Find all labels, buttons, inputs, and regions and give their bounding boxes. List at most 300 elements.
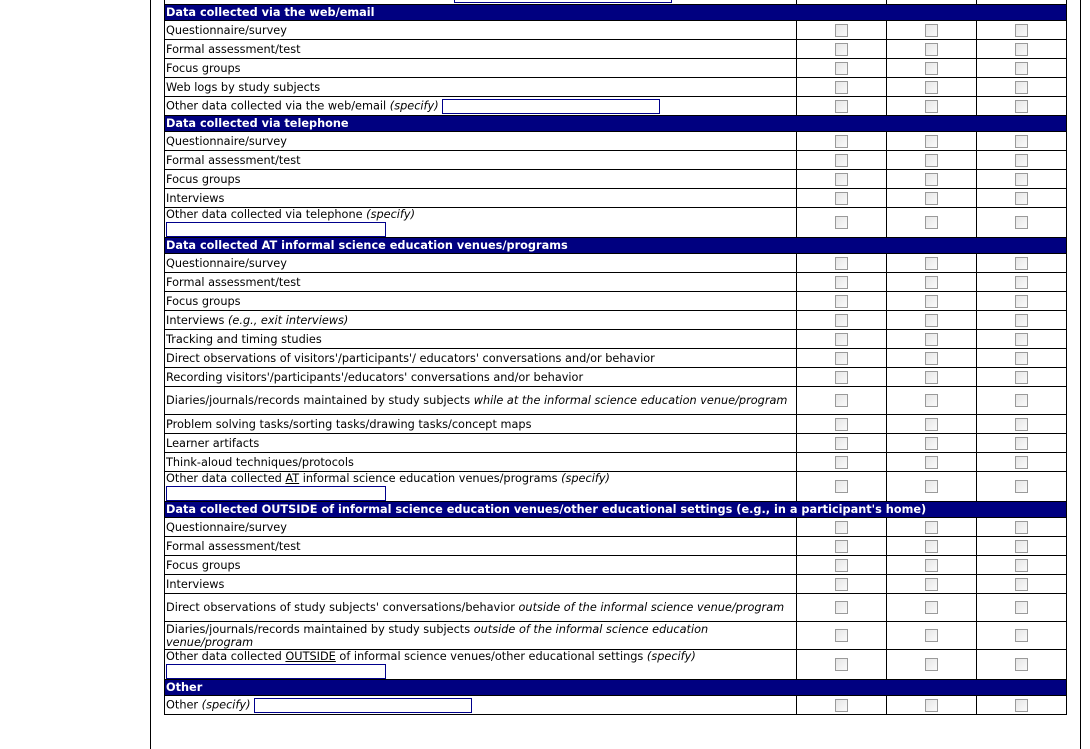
section-header <box>165 502 1067 518</box>
checkbox[interactable] <box>1015 333 1028 346</box>
checkbox[interactable] <box>1015 699 1028 712</box>
label-text: Formal assessment/test <box>166 153 301 167</box>
checkbox-cell <box>887 594 977 622</box>
checkbox[interactable] <box>1015 540 1028 553</box>
table-row <box>165 97 1067 116</box>
section-title: Data collected via the web/email <box>165 5 1067 21</box>
checkbox-cell <box>887 151 977 170</box>
row-label <box>165 556 797 575</box>
label-text: Focus groups <box>166 172 241 186</box>
row-label <box>165 97 797 116</box>
checkbox-cell <box>797 170 887 189</box>
checkbox[interactable] <box>1015 154 1028 167</box>
checkbox[interactable] <box>1015 135 1028 148</box>
label-text: Tracking and timing studies <box>166 332 322 346</box>
checkbox[interactable] <box>1015 216 1028 229</box>
checkbox-cell <box>977 434 1067 453</box>
checkbox[interactable] <box>1015 100 1028 113</box>
checkbox[interactable] <box>835 135 848 148</box>
checkbox[interactable] <box>835 456 848 469</box>
checkbox-cell <box>977 650 1067 680</box>
label-text: Questionnaire/survey <box>166 134 287 148</box>
checkbox[interactable] <box>1015 314 1028 327</box>
row-label <box>165 170 797 189</box>
checkbox-cell <box>797 696 887 715</box>
checkbox[interactable] <box>835 314 848 327</box>
label-text: Formal assessment/test <box>166 539 301 553</box>
checkbox-cell <box>977 97 1067 116</box>
checkbox-cell <box>797 292 887 311</box>
page-left-border <box>150 0 151 749</box>
checkbox[interactable] <box>835 371 848 384</box>
checkbox-cell <box>977 151 1067 170</box>
checkbox[interactable] <box>925 43 938 56</box>
table-row <box>165 21 1067 40</box>
checkbox-cell <box>797 208 887 238</box>
checkbox-cell <box>977 189 1067 208</box>
checkbox-cell <box>887 273 977 292</box>
checkbox-cell <box>797 311 887 330</box>
checkbox[interactable] <box>1015 81 1028 94</box>
label-text: Diaries/journals/records maintained by study subjects <box>166 622 474 636</box>
checkbox[interactable] <box>1015 480 1028 493</box>
checkbox-cell <box>977 453 1067 472</box>
checkbox[interactable] <box>925 352 938 365</box>
checkbox-cell <box>797 387 887 415</box>
checkbox[interactable] <box>925 578 938 591</box>
label-text: Interviews <box>166 191 225 205</box>
checkbox[interactable] <box>835 192 848 205</box>
checkbox-cell <box>797 349 887 368</box>
checkbox-cell <box>887 575 977 594</box>
table-row <box>165 78 1067 97</box>
specify-input[interactable] <box>166 222 386 237</box>
checkbox-cell <box>797 650 887 680</box>
label-text: Diaries/journals/records maintained by study subjects <box>166 394 474 407</box>
row-label <box>165 434 797 453</box>
checkbox[interactable] <box>835 24 848 37</box>
section-header <box>165 238 1067 254</box>
checkbox-cell <box>797 453 887 472</box>
checkbox-cell <box>887 622 977 650</box>
checkbox[interactable] <box>835 699 848 712</box>
checkbox-cell <box>797 132 887 151</box>
section-header <box>165 680 1067 696</box>
checkbox-cell <box>977 387 1067 415</box>
checkbox[interactable] <box>1015 257 1028 270</box>
label-text: Web logs by study subjects <box>166 80 321 94</box>
specify-input[interactable] <box>166 486 386 501</box>
checkbox[interactable] <box>925 173 938 186</box>
checkbox[interactable] <box>925 257 938 270</box>
checkbox[interactable] <box>925 135 938 148</box>
checkbox[interactable] <box>925 629 938 642</box>
label-text: Questionnaire/survey <box>166 256 287 270</box>
table-row <box>165 208 1067 238</box>
checkbox-cell <box>797 40 887 59</box>
checkbox[interactable] <box>1015 456 1028 469</box>
checkbox-cell <box>977 132 1067 151</box>
table-row <box>165 151 1067 170</box>
checkbox-cell <box>887 208 977 238</box>
section-title: Data collected via telephone <box>165 116 1067 132</box>
section-title: Data collected AT informal science education venues/programs <box>165 238 1067 254</box>
row-label <box>165 387 797 415</box>
checkbox-cell <box>887 330 977 349</box>
checkbox-cell <box>887 472 977 502</box>
checkbox-cell <box>797 273 887 292</box>
label-text: (specify) <box>366 208 415 221</box>
checkbox-cell <box>887 434 977 453</box>
label-text: outside of the informal science education venue/program <box>166 622 709 649</box>
checkbox-cell <box>797 594 887 622</box>
checkbox[interactable] <box>835 257 848 270</box>
checkbox[interactable] <box>835 154 848 167</box>
checkbox[interactable] <box>835 216 848 229</box>
checkbox-cell <box>887 650 977 680</box>
checkbox[interactable] <box>1015 295 1028 308</box>
table-row <box>165 575 1067 594</box>
table-row <box>165 387 1067 415</box>
checkbox-cell <box>797 472 887 502</box>
label-text: OUTSIDE <box>285 650 336 663</box>
checkbox-cell <box>977 330 1067 349</box>
label-text: Think-aloud techniques/protocols <box>166 455 354 469</box>
checkbox[interactable] <box>1015 394 1028 407</box>
table-row <box>165 696 1067 715</box>
label-text: informal science education venues/programs <box>299 472 562 485</box>
checkbox[interactable] <box>925 456 938 469</box>
checkbox-cell <box>887 78 977 97</box>
checkbox-cell <box>887 292 977 311</box>
section-title: Data collected OUTSIDE of informal science education venues/other educational settings (e.g., in a participant's home) <box>165 502 1067 518</box>
row-label <box>165 273 797 292</box>
checkbox-cell <box>797 97 887 116</box>
checkbox-cell <box>887 368 977 387</box>
checkbox-cell <box>977 273 1067 292</box>
checkbox[interactable] <box>835 559 848 572</box>
checkbox-cell <box>887 21 977 40</box>
table-row <box>165 650 1067 680</box>
table-row <box>165 189 1067 208</box>
checkbox[interactable] <box>1015 371 1028 384</box>
table-row <box>165 254 1067 273</box>
checkbox[interactable] <box>925 100 938 113</box>
label-text: Interviews <box>166 577 225 591</box>
checkbox[interactable] <box>1015 173 1028 186</box>
checkbox[interactable] <box>835 578 848 591</box>
checkbox-cell <box>977 594 1067 622</box>
specify-input[interactable] <box>254 698 472 713</box>
checkbox-cell <box>797 59 887 78</box>
checkbox-cell <box>887 132 977 151</box>
checkbox[interactable] <box>1015 418 1028 431</box>
checkbox-cell <box>797 622 887 650</box>
label-text: Questionnaire/survey <box>166 23 287 37</box>
row-label <box>165 254 797 273</box>
table-row <box>165 434 1067 453</box>
checkbox[interactable] <box>835 276 848 289</box>
section-header <box>165 5 1067 21</box>
checkbox[interactable] <box>1015 62 1028 75</box>
checkbox[interactable] <box>925 601 938 614</box>
checkbox-cell <box>887 349 977 368</box>
table-row <box>165 349 1067 368</box>
checkbox-cell <box>797 368 887 387</box>
checkbox[interactable] <box>1015 352 1028 365</box>
checkbox[interactable] <box>925 62 938 75</box>
checkbox[interactable] <box>925 371 938 384</box>
checkbox-cell <box>797 434 887 453</box>
label-text: Focus groups <box>166 61 241 75</box>
checkbox[interactable] <box>925 333 938 346</box>
checkbox-cell <box>797 556 887 575</box>
checkbox-cell <box>977 170 1067 189</box>
label-text: Problem solving tasks/sorting tasks/drawing tasks/concept maps <box>166 417 532 431</box>
checkbox[interactable] <box>925 81 938 94</box>
table-row <box>165 368 1067 387</box>
checkbox-cell <box>887 415 977 434</box>
row-label <box>165 472 797 502</box>
checkbox-cell <box>797 254 887 273</box>
label-text: Other data collected <box>166 650 286 663</box>
checkbox-cell <box>887 59 977 78</box>
checkbox[interactable] <box>835 394 848 407</box>
checkbox[interactable] <box>1015 521 1028 534</box>
label-text: (specify) <box>646 650 696 663</box>
checkbox-cell <box>977 472 1067 502</box>
table-row <box>165 311 1067 330</box>
label-text: Interviews <box>166 313 229 327</box>
row-label <box>165 311 797 330</box>
checkbox[interactable] <box>1015 437 1028 450</box>
checkbox-cell <box>977 518 1067 537</box>
checkbox-cell <box>977 415 1067 434</box>
label-text: outside of the informal science venue/program <box>518 601 785 614</box>
checkbox-cell <box>887 453 977 472</box>
table-row <box>165 415 1067 434</box>
checkbox-cell <box>977 292 1067 311</box>
checkbox[interactable] <box>925 699 938 712</box>
label-text: Other data collected via the web/email <box>166 99 390 112</box>
checkbox-cell <box>977 368 1067 387</box>
row-label <box>165 594 797 622</box>
table-row <box>165 132 1067 151</box>
checkbox[interactable] <box>1015 559 1028 572</box>
checkbox-cell <box>797 21 887 40</box>
row-label <box>165 349 797 368</box>
table-row <box>165 59 1067 78</box>
label-text: (specify) <box>389 99 439 112</box>
row-label <box>165 622 797 650</box>
checkbox[interactable] <box>925 437 938 450</box>
checkbox-cell <box>797 537 887 556</box>
checkbox-cell <box>977 208 1067 238</box>
checkbox-cell <box>887 537 977 556</box>
checkbox[interactable] <box>925 559 938 572</box>
checkbox-cell <box>797 189 887 208</box>
label-text: Focus groups <box>166 558 241 572</box>
checkbox-cell <box>977 40 1067 59</box>
checkbox[interactable] <box>835 437 848 450</box>
table-row <box>165 292 1067 311</box>
section-title: Other <box>165 680 1067 696</box>
checkbox-cell <box>797 415 887 434</box>
row-label <box>165 518 797 537</box>
checkbox[interactable] <box>835 43 848 56</box>
row-label <box>165 292 797 311</box>
checkbox[interactable] <box>925 418 938 431</box>
checkbox-cell <box>797 575 887 594</box>
label-text: Formal assessment/test <box>166 275 301 289</box>
row-label <box>165 40 797 59</box>
checkbox[interactable] <box>925 314 938 327</box>
checkbox-cell <box>977 622 1067 650</box>
label-text: Learner artifacts <box>166 436 260 450</box>
label-text: Other data collected <box>166 472 286 485</box>
checkbox-cell <box>977 556 1067 575</box>
checkbox[interactable] <box>925 192 938 205</box>
checkbox[interactable] <box>835 658 848 671</box>
row-label <box>165 368 797 387</box>
label-text: Recording visitors'/participants'/educators' conversations and/or behavior <box>166 370 584 384</box>
checkbox-cell <box>887 556 977 575</box>
label-text: Other <box>166 698 202 711</box>
row-label <box>165 21 797 40</box>
checkbox-cell <box>887 170 977 189</box>
checkbox-cell <box>977 59 1067 78</box>
table-row <box>165 453 1067 472</box>
table-row <box>165 518 1067 537</box>
checkbox[interactable] <box>835 629 848 642</box>
row-label <box>165 453 797 472</box>
table-row <box>165 170 1067 189</box>
checkbox[interactable] <box>835 521 848 534</box>
checkbox-cell <box>887 97 977 116</box>
checkbox-cell <box>887 518 977 537</box>
checkbox-cell <box>977 78 1067 97</box>
checkbox[interactable] <box>835 100 848 113</box>
checkbox-cell <box>887 40 977 59</box>
checkbox-cell <box>887 387 977 415</box>
specify-input[interactable] <box>166 664 386 679</box>
checkbox[interactable] <box>835 540 848 553</box>
row-label <box>165 151 797 170</box>
checkbox[interactable] <box>1015 192 1028 205</box>
checkbox[interactable] <box>925 521 938 534</box>
checkbox[interactable] <box>1015 43 1028 56</box>
checkbox-cell <box>977 575 1067 594</box>
checkbox-cell <box>977 696 1067 715</box>
label-text: Formal assessment/test <box>166 42 301 56</box>
label-text: Direct observations of study subjects' conversations/behavior <box>166 601 519 614</box>
label-text: AT <box>285 472 300 485</box>
checkbox-cell <box>977 254 1067 273</box>
checkbox[interactable] <box>1015 658 1028 671</box>
checkbox-cell <box>887 696 977 715</box>
checkbox[interactable] <box>925 276 938 289</box>
checkbox[interactable] <box>925 540 938 553</box>
row-label <box>165 330 797 349</box>
checkbox[interactable] <box>835 62 848 75</box>
checkbox[interactable] <box>925 480 938 493</box>
label-text: Other data collected via telephone <box>166 208 367 221</box>
checkbox[interactable] <box>835 295 848 308</box>
checkbox-cell <box>797 330 887 349</box>
checkbox-cell <box>977 537 1067 556</box>
section-header <box>165 116 1067 132</box>
page-right-border <box>1080 0 1081 749</box>
row-label <box>165 415 797 434</box>
table-row <box>165 273 1067 292</box>
checkbox[interactable] <box>835 333 848 346</box>
data-collection-table <box>164 0 1067 715</box>
table-row <box>165 472 1067 502</box>
row-label <box>165 189 797 208</box>
checkbox-cell <box>797 518 887 537</box>
checkbox[interactable] <box>835 81 848 94</box>
checkbox[interactable] <box>925 24 938 37</box>
checkbox[interactable] <box>1015 276 1028 289</box>
table-row <box>165 594 1067 622</box>
checkbox[interactable] <box>925 658 938 671</box>
specify-input[interactable] <box>442 99 660 114</box>
checkbox[interactable] <box>925 216 938 229</box>
label-text: (e.g., exit interviews) <box>228 313 349 327</box>
label-text: Direct observations of visitors'/participants'/ educators' conversations and/or behavior <box>166 351 655 365</box>
label-text: (specify) <box>201 698 251 711</box>
checkbox[interactable] <box>1015 629 1028 642</box>
checkbox[interactable] <box>835 480 848 493</box>
table-row <box>165 537 1067 556</box>
table-row <box>165 622 1067 650</box>
row-label <box>165 132 797 151</box>
checkbox[interactable] <box>835 601 848 614</box>
checkbox[interactable] <box>1015 601 1028 614</box>
label-text: while at the informal science education venue/program <box>473 394 788 407</box>
checkbox-cell <box>887 189 977 208</box>
label-text: (specify) <box>561 472 610 485</box>
checkbox[interactable] <box>1015 24 1028 37</box>
checkbox-cell <box>977 349 1067 368</box>
checkbox[interactable] <box>925 295 938 308</box>
row-label <box>165 59 797 78</box>
checkbox[interactable] <box>835 352 848 365</box>
row-label <box>165 575 797 594</box>
checkbox[interactable] <box>925 394 938 407</box>
label-text: of informal science venues/other educational settings <box>335 650 647 663</box>
checkbox-cell <box>797 78 887 97</box>
checkbox[interactable] <box>1015 578 1028 591</box>
checkbox-cell <box>797 151 887 170</box>
specify-input[interactable] <box>454 0 672 3</box>
label-text: Focus groups <box>166 294 241 308</box>
checkbox-cell <box>887 254 977 273</box>
row-label <box>165 537 797 556</box>
checkbox[interactable] <box>835 418 848 431</box>
row-label <box>165 696 797 715</box>
row-label <box>165 208 797 238</box>
checkbox[interactable] <box>925 154 938 167</box>
table-row <box>165 556 1067 575</box>
checkbox-cell <box>977 311 1067 330</box>
table-row <box>165 330 1067 349</box>
row-label <box>165 650 797 680</box>
label-text: Questionnaire/survey <box>166 520 287 534</box>
checkbox[interactable] <box>835 173 848 186</box>
table-row <box>165 40 1067 59</box>
checkbox-cell <box>887 311 977 330</box>
